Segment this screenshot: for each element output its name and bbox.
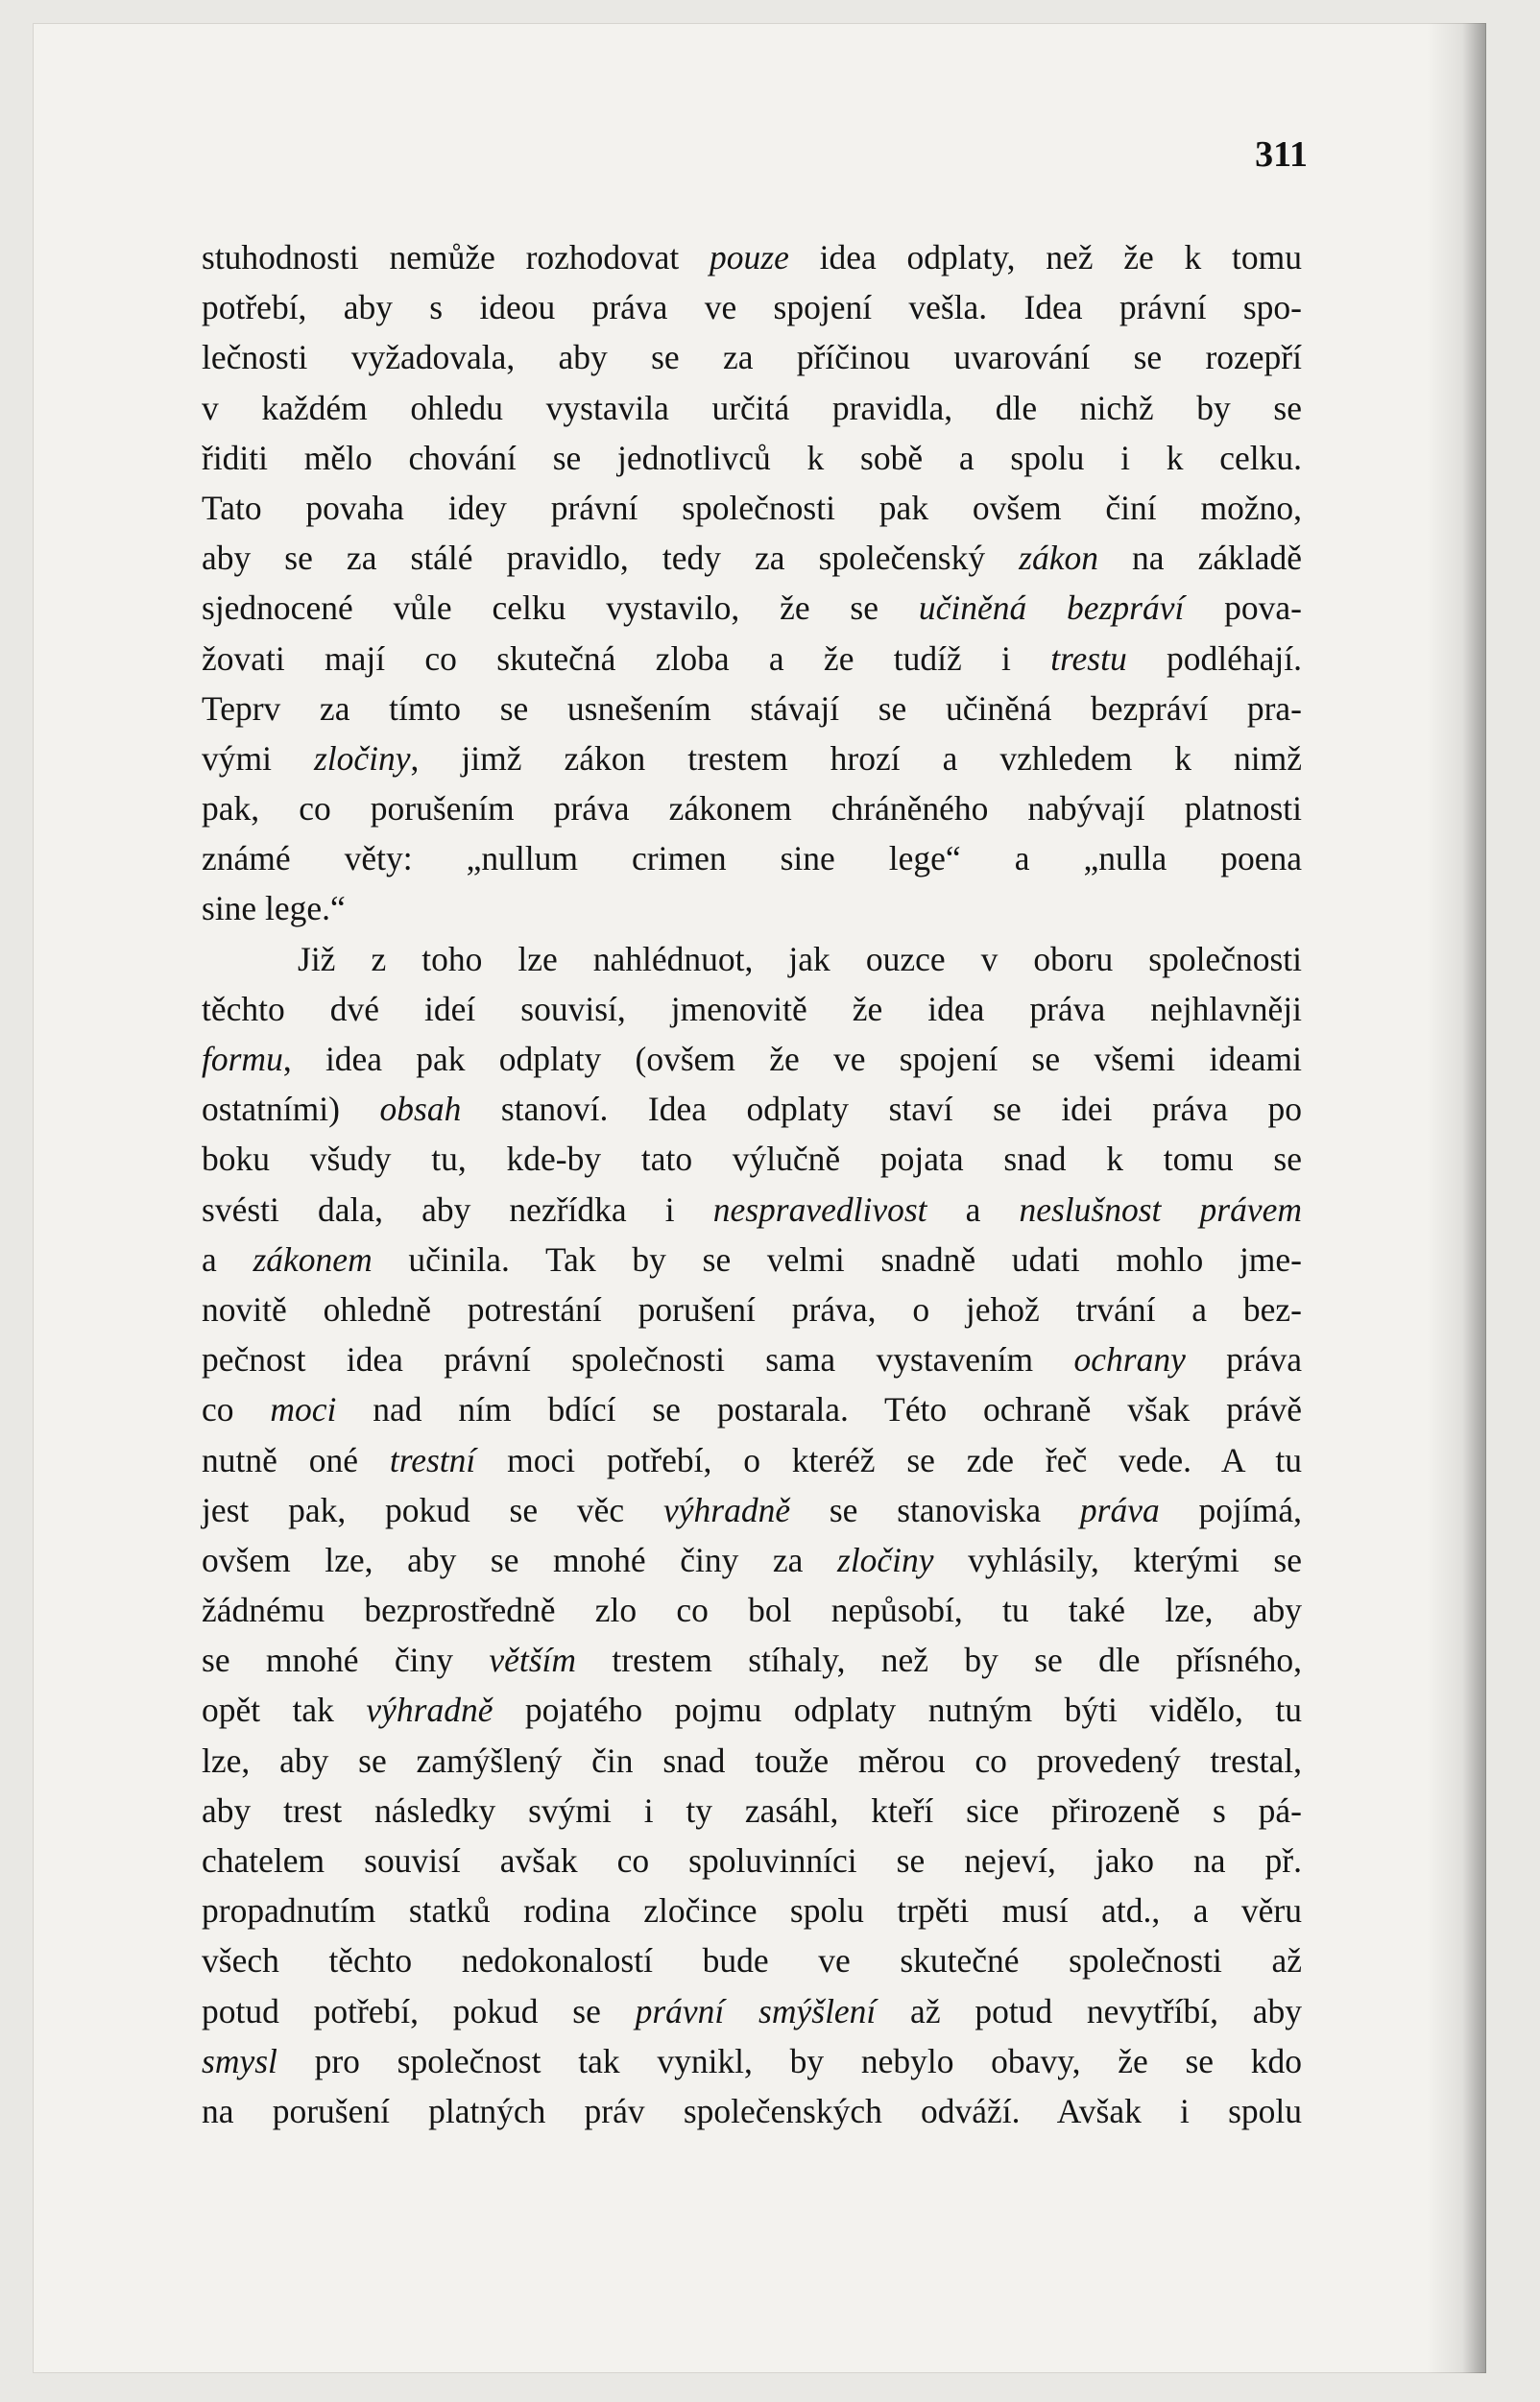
page-number: 311 <box>1255 134 1308 175</box>
text-line: vými zločiny, jimž zákon trestem hrozí a vzhledem k nimž <box>202 738 1303 778</box>
text-line: potřebí, aby s ideou práva ve spojení vešla. Idea právní spo- <box>202 288 1302 327</box>
text-line: boku všudy tu, kde-by tato výlučně pojata snad k tomu se <box>202 1140 1302 1179</box>
text-line: všech těchto nedokonalostí bude ve skutečné společnosti až <box>202 1941 1302 1981</box>
text-line: Teprv za tímto se usnešením stávají se učiněná bezpráví pra- <box>202 688 1302 728</box>
text-line: pečnost idea právní společnosti sama vystavením ochrany práva <box>202 1340 1302 1380</box>
text-line: potud potřebí, pokud se právní smýšlení až potud nevytříbí, aby <box>202 1991 1302 2030</box>
text-line: žádnému bezprostředně zlo co bol nepůsobí, tu také lze, aby <box>202 1591 1302 1630</box>
text-line: žovati mají co skutečná zloba a že tudíž i trestu podléhají. <box>202 638 1303 678</box>
text-line: a zákonem učinila. Tak by se velmi snadně udati mohlo jme- <box>202 1239 1302 1279</box>
text-line: nutně oné trestní moci potřebí, o kteréž se zde řeč vede. A tu <box>202 1440 1302 1479</box>
body-text <box>202 232 1302 2136</box>
text-line: řiditi mělo chování se jednotlivců k sobě a spolu i k celku. <box>202 438 1302 477</box>
text-line: co moci nad ním bdící se postarala. Této ochraně však právě <box>202 1390 1302 1429</box>
text-line: Již z toho lze nahlédnuot, jak ouzce v oboru společnosti <box>298 939 1302 978</box>
text-line: sine lege.“ <box>202 889 346 928</box>
text-line: svésti dala, aby nezřídka i nespravedlivost a neslušnost právem <box>202 1189 1302 1229</box>
text-line: stuhodnosti nemůže rozhodovat pouze idea odplaty, než že k tomu <box>202 238 1302 276</box>
page-edge-shadow <box>1427 23 1486 2373</box>
text-line: v každém ohledu vystavila určitá pravidla, dle nichž by se <box>202 388 1302 427</box>
text-line: pak, co porušením práva zákonem chráněného nabývají platnosti <box>202 789 1302 829</box>
text-line: jest pak, pokud se věc výhradně se stanoviska práva pojímá, <box>202 1490 1302 1529</box>
text-line: aby trest následky svými i ty zasáhl, kteří sice přirozeně s pá- <box>202 1790 1302 1830</box>
text-line: ovšem lze, aby se mnohé činy za zločiny vyhlásily, kterými se <box>202 1540 1302 1579</box>
text-line: se mnohé činy větším trestem stíhaly, než by se dle přísného, <box>202 1641 1302 1680</box>
text-line: těchto dvé ideí souvisí, jmenovitě že idea práva nejhlavněji <box>202 989 1302 1028</box>
text-line: lze, aby se zamýšlený čin snad touže měrou co provedený trestal, <box>202 1741 1302 1780</box>
text-line: novitě ohledně potrestání porušení práva, o jehož trvání a bez- <box>202 1289 1302 1329</box>
text-line: sjednocené vůle celku vystavilo, že se učiněná bezpráví pova- <box>202 588 1302 628</box>
text-line: formu, idea pak odplaty (ovšem že ve spojení se všemi ideami <box>202 1040 1302 1078</box>
text-line: propadnutím statků rodina zločince spolu trpěti musí atd., a věru <box>202 1891 1302 1931</box>
text-line: smysl pro společnost tak vynikl, by nebylo obavy, že se kdo <box>202 2041 1302 2080</box>
text-line: na porušení platných práv společenských odváží. Avšak i spolu <box>202 2091 1302 2130</box>
text-line: lečnosti vyžadovala, aby se za příčinou uvarování se rozepří <box>202 338 1302 377</box>
text-line: chatelem souvisí avšak co spoluvinníci se nejeví, jako na př. <box>202 1841 1302 1880</box>
text-line: ostatními) obsah stanoví. Idea odplaty staví se idei práva po <box>202 1090 1302 1129</box>
book-page <box>33 23 1486 2373</box>
text-line: známé věty: „nullum crimen sine lege“ a „nulla poena <box>202 839 1302 878</box>
text-line: Tato povaha idey právní společnosti pak ovšem činí možno, <box>202 488 1302 527</box>
text-line: opět tak výhradně pojatého pojmu odplaty nutným býti vidělo, tu <box>202 1691 1302 1730</box>
text-line: aby se za stálé pravidlo, tedy za společenský zákon na základě <box>202 539 1302 578</box>
